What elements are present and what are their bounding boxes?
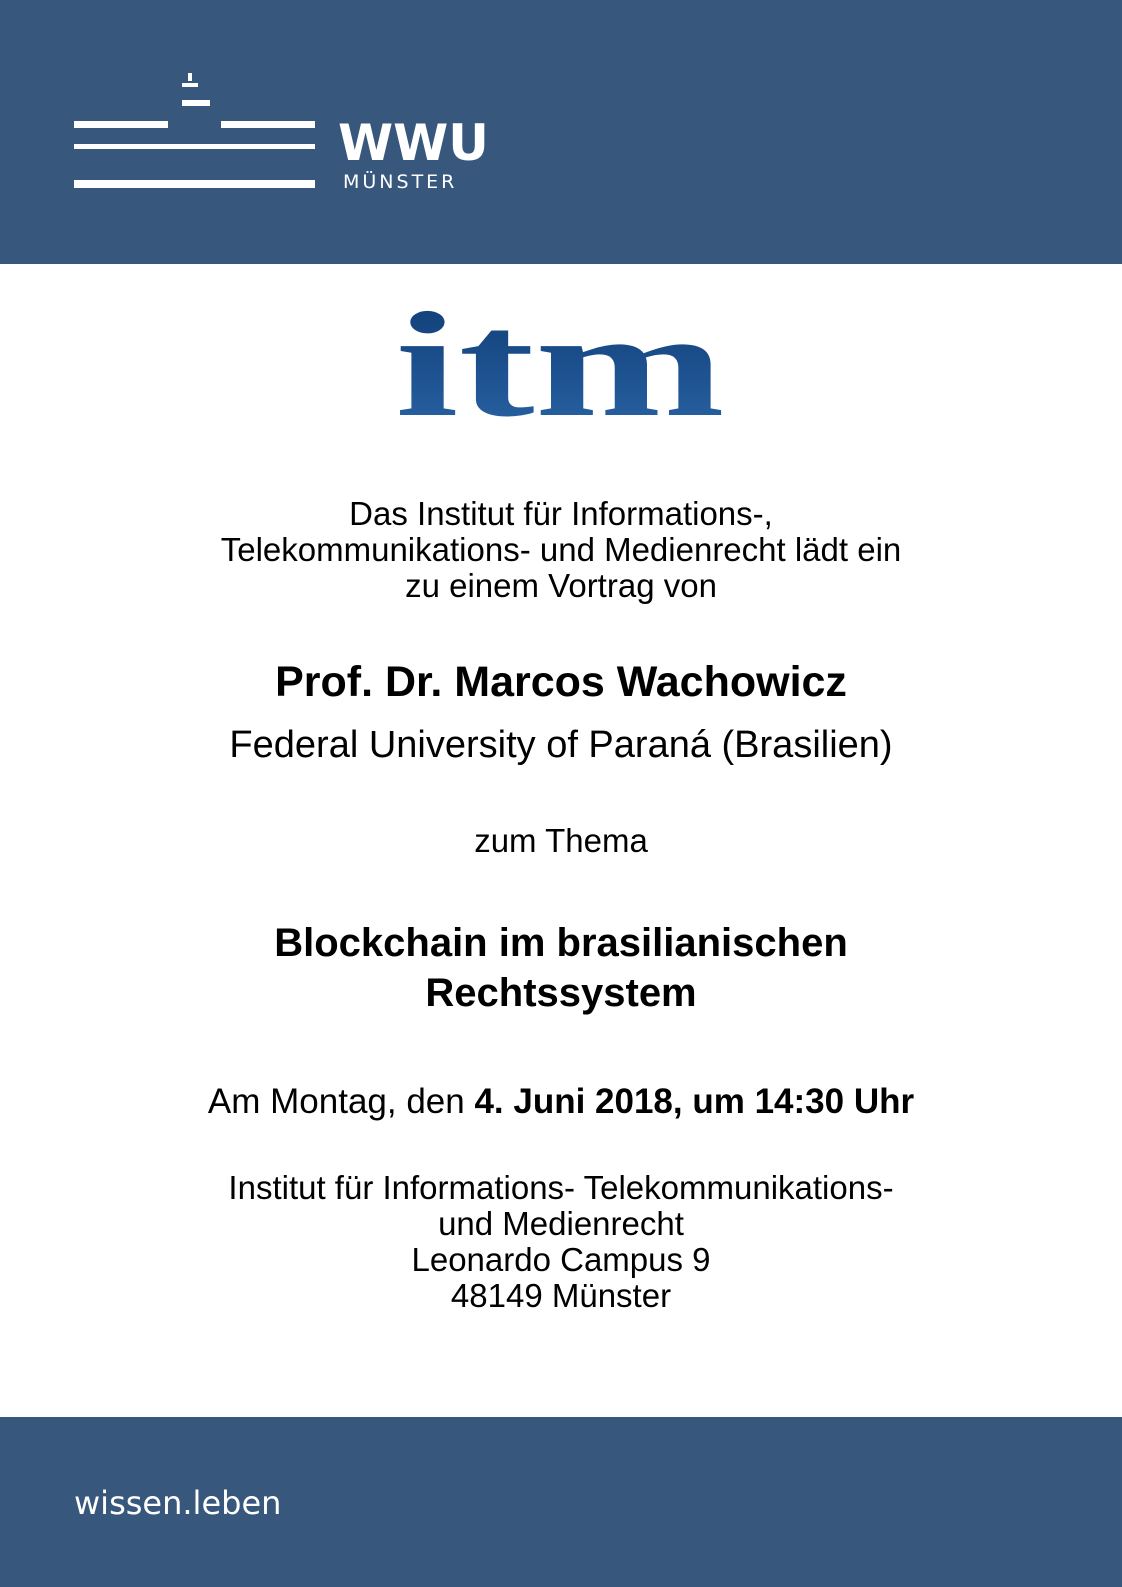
speaker-name: Prof. Dr. Marcos Wachowicz <box>275 658 847 706</box>
intro-line-3: zu einem Vortrag von <box>405 567 717 604</box>
wwu-logo <box>0 0 520 220</box>
date-value: 4. Juni 2018, um 14:30 Uhr <box>474 1082 915 1121</box>
wwu-logo-subtext: MÜNSTER <box>343 171 458 193</box>
address-line-4: 48149 Münster <box>450 1277 672 1314</box>
address-line-3: Leonardo Campus 9 <box>411 1241 711 1278</box>
wwu-logo-text: WWU <box>338 114 489 172</box>
itm-logo-text: itm <box>395 300 725 440</box>
event-date <box>100 1080 1022 1124</box>
topic-line-1: Blockchain im brasilianischen <box>274 921 848 965</box>
intro-line-2: Telekommunikations- und Medienrecht lädt ein <box>220 531 902 568</box>
address-line-2: und Medienrecht <box>438 1205 684 1242</box>
intro-line-1: Das Institut für Informations-, <box>349 495 773 532</box>
header-band <box>0 0 1122 264</box>
itm-logo <box>380 300 740 440</box>
footer-slogan: wissen.leben <box>74 1484 282 1522</box>
venue-address <box>100 1170 1022 1314</box>
topic-line-2: Rechtssystem <box>425 971 697 1015</box>
talk-topic <box>100 918 1022 1018</box>
invitation-intro <box>100 496 1022 604</box>
address-line-1: Institut für Informations- Telekommunikations- <box>228 1169 894 1206</box>
speaker-affiliation: Federal University of Paraná (Brasilien) <box>229 724 893 766</box>
date-prefix: Am Montag, den <box>207 1082 465 1121</box>
topic-intro: zum Thema <box>474 822 648 859</box>
